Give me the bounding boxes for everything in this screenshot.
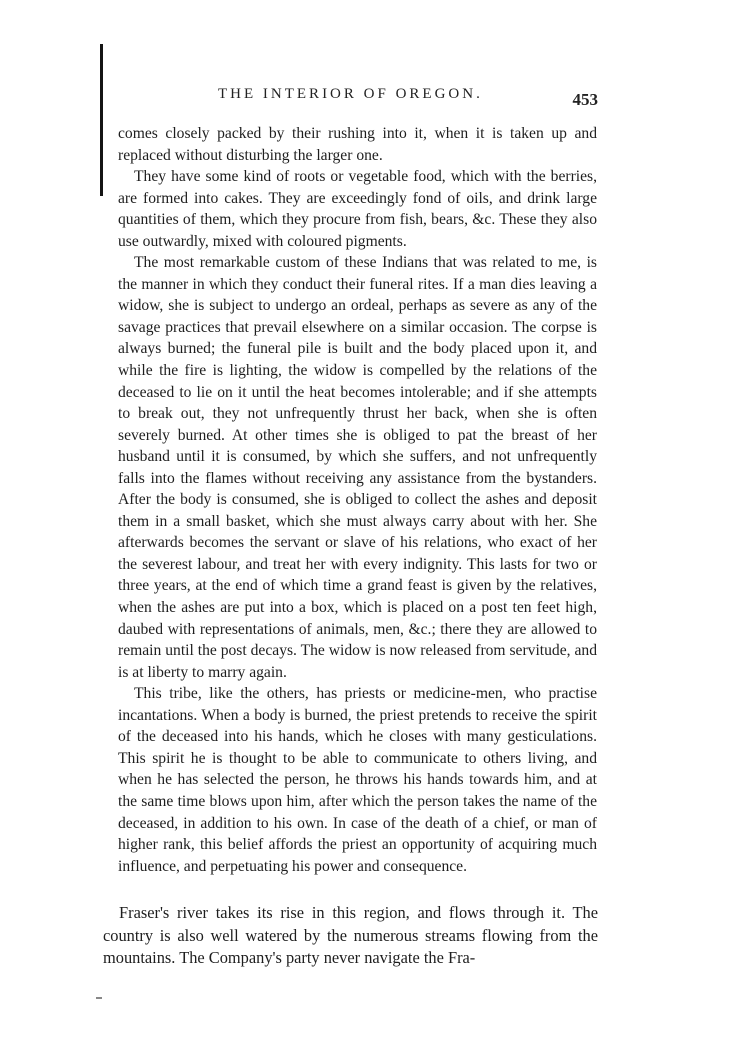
paragraph-food: They have some kind of roots or vegetable food, which with the berries, are formed into cakes. They are exceedingly fond of oils, and drink large quantities of them, which they procure from fish, bears, &c. These they also use outwardly, mixed with coloured pigments. [118,168,597,250]
print-speck [96,997,102,999]
margin-rule [100,44,103,196]
body-text-bottom [103,902,598,970]
page-number: 453 [572,90,598,109]
paragraph-frasers-river: Fraser's river takes its rise in this region, and flows through it. The country is also well watered by the numerous streams flowing from the mountains. The Company's party never navigate the Fra- [103,903,598,967]
paragraph-funeral-rites: The most remarkable custom of these Indians that was related to me, is the manner in which they conduct their funeral rites. If a man dies leaving a widow, she is subject to undergo an ordeal, perhaps as severe as any of the savage practices that prevail elsewhere on a similar occasion. The corpse is always burned; the funeral pile is built and the body placed upon it, and while the fire is lighting, the widow is compelled by the relations of the deceased to lie on it until the heat becomes intolerable; and if she attempts to break out, they not unfrequently thrust her back, when she is often severely burned. At other times she is obliged to pat the breast of her husband until it is consumed, by which she suffers, and not unfrequently falls into the flames without receiving any assistance from the bystanders. After the body is consumed, she is obliged to collect the ashes and deposit them in a small basket, which she must always carry about with her. She afterwards becomes the servant or slave of his relations, who exact of her the severest labour, and treat her with every indignity. This lasts for two or three years, at the end of which time a grand feast is given by the relatives, when the ashes are put into a box, which is placed on a post ten feet high, daubed with representations of animals, men, &c.; there they are allowed to remain until the post decays. The widow is now released from servitude, and is at liberty to marry again. [118,254,597,681]
body-text [118,123,597,877]
page-header [118,86,598,110]
running-head: THE INTERIOR OF OREGON. [218,86,483,102]
paragraph-medicine-men: This tribe, like the others, has priests or medicine-men, who practise incantations. When a body is burned, the priest pretends to receive the spirit of the deceased into his hands, which he closes with many gesticulations. This spirit he is thought to be able to communicate to others living, and when he has selected the person, he throws his hands towards him, and at the same time blows upon him, after which the person takes the name of the deceased, in addition to his own. In case of the death of a chief, or man of higher rank, this belief affords the priest an opportunity of acquiring much influence, and perpetuating his power and consequence. [118,685,597,875]
paragraph-continued: comes closely packed by their rushing into it, when it is taken up and replaced without disturbing the larger one. [118,125,597,164]
